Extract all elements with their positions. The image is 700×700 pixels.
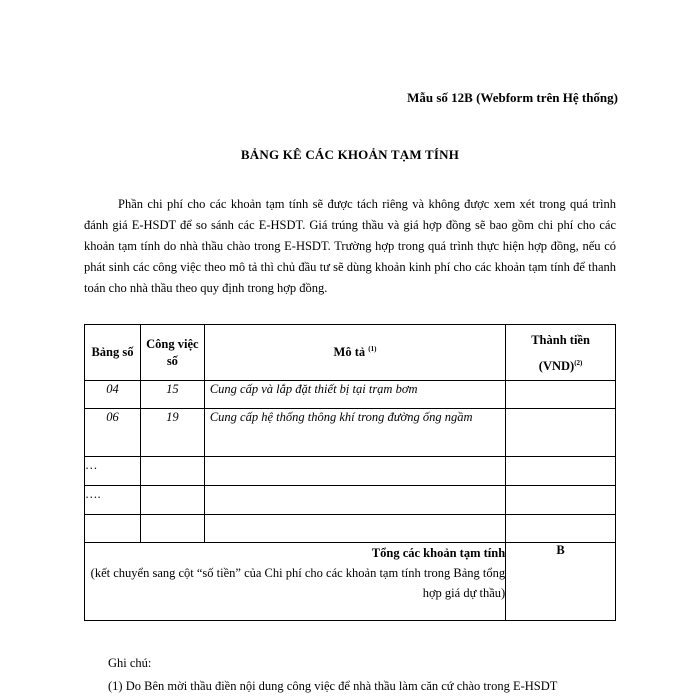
cell-bang-so: 06 <box>85 409 141 457</box>
cell-bang-so <box>85 515 141 543</box>
table-header-row <box>85 325 616 381</box>
cell-cong-viec-so <box>140 515 204 543</box>
header-mo-ta <box>204 325 505 381</box>
cell-mo-ta: Cung cấp hệ thống thông khí trong đường ống ngầm <box>204 409 505 457</box>
header-thanh-tien-label: Thành tiền <box>531 332 590 347</box>
notes-heading: Ghi chú: <box>108 656 152 670</box>
cell-thanh-tien <box>506 515 616 543</box>
cell-bang-so: …. <box>85 486 141 515</box>
header-cong-viec-so: Công việc số <box>140 325 204 381</box>
total-label-cell <box>85 543 506 621</box>
header-vnd-footnote: (2) <box>574 358 583 367</box>
table-row <box>85 486 616 515</box>
cell-bang-so: … <box>85 457 141 486</box>
total-row <box>85 543 616 621</box>
cell-mo-ta <box>204 457 505 486</box>
note-1: (1) Do Bên mời thầu điền nội dung công việc để nhà thầu làm căn cứ chào trong E-HSDT <box>108 679 558 693</box>
table-row <box>85 457 616 486</box>
cell-cong-viec-so <box>140 486 204 515</box>
cell-mo-ta: Cung cấp và lắp đặt thiết bị tại trạm bơm <box>204 381 505 409</box>
cell-thanh-tien <box>506 457 616 486</box>
intro-paragraph: Phần chi phí cho các khoản tạm tính sẽ được tách riêng và không được xem xét trong quá trình đánh giá E-HSDT để so sánh các E-HSDT. Giá trúng thầu và giá hợp đồng sẽ bao gồm chi phí cho các khoản tạm tính do nhà thầu chào trong E-HSDT. Trường hợp trong quá trình thực hiện hợp đồng, nếu có phát sinh các công việc theo mô tả thì chủ đầu tư sẽ dùng khoản kinh phí cho các khoản tạm tính để thanh toán cho nhà thầu theo quy định trong hợp đồng. <box>84 197 616 295</box>
provisional-sums-table <box>84 324 616 621</box>
header-vnd-label: (VND) <box>538 358 575 373</box>
total-note: (kết chuyển sang cột “số tiền” của Chi phí cho các khoản tạm tính trong Bảng tổng hợp giá dự thầu) <box>90 566 506 600</box>
cell-cong-viec-so <box>140 457 204 486</box>
cell-cong-viec-so: 19 <box>140 409 204 457</box>
document-title: BẢNG KÊ CÁC KHOẢN TẠM TÍNH <box>240 147 460 162</box>
cell-mo-ta <box>204 515 505 543</box>
total-value: B <box>506 543 616 621</box>
total-label: Tổng các khoản tạm tính <box>371 546 506 560</box>
header-bang-so: Bảng số <box>85 325 141 381</box>
table-row <box>85 381 616 409</box>
header-mo-ta-footnote: (1) <box>368 344 377 353</box>
cell-bang-so: 04 <box>85 381 141 409</box>
header-mo-ta-label: Mô tả <box>333 345 366 359</box>
form-code: Mẫu số 12B (Webform trên Hệ thống) <box>407 90 618 105</box>
cell-mo-ta <box>204 486 505 515</box>
table-row <box>85 409 616 457</box>
header-vnd <box>506 353 615 379</box>
cell-thanh-tien <box>506 409 616 457</box>
cell-cong-viec-so: 15 <box>140 381 204 409</box>
cell-thanh-tien <box>506 381 616 409</box>
header-thanh-tien <box>506 325 616 381</box>
cell-thanh-tien <box>506 486 616 515</box>
table-row <box>85 515 616 543</box>
